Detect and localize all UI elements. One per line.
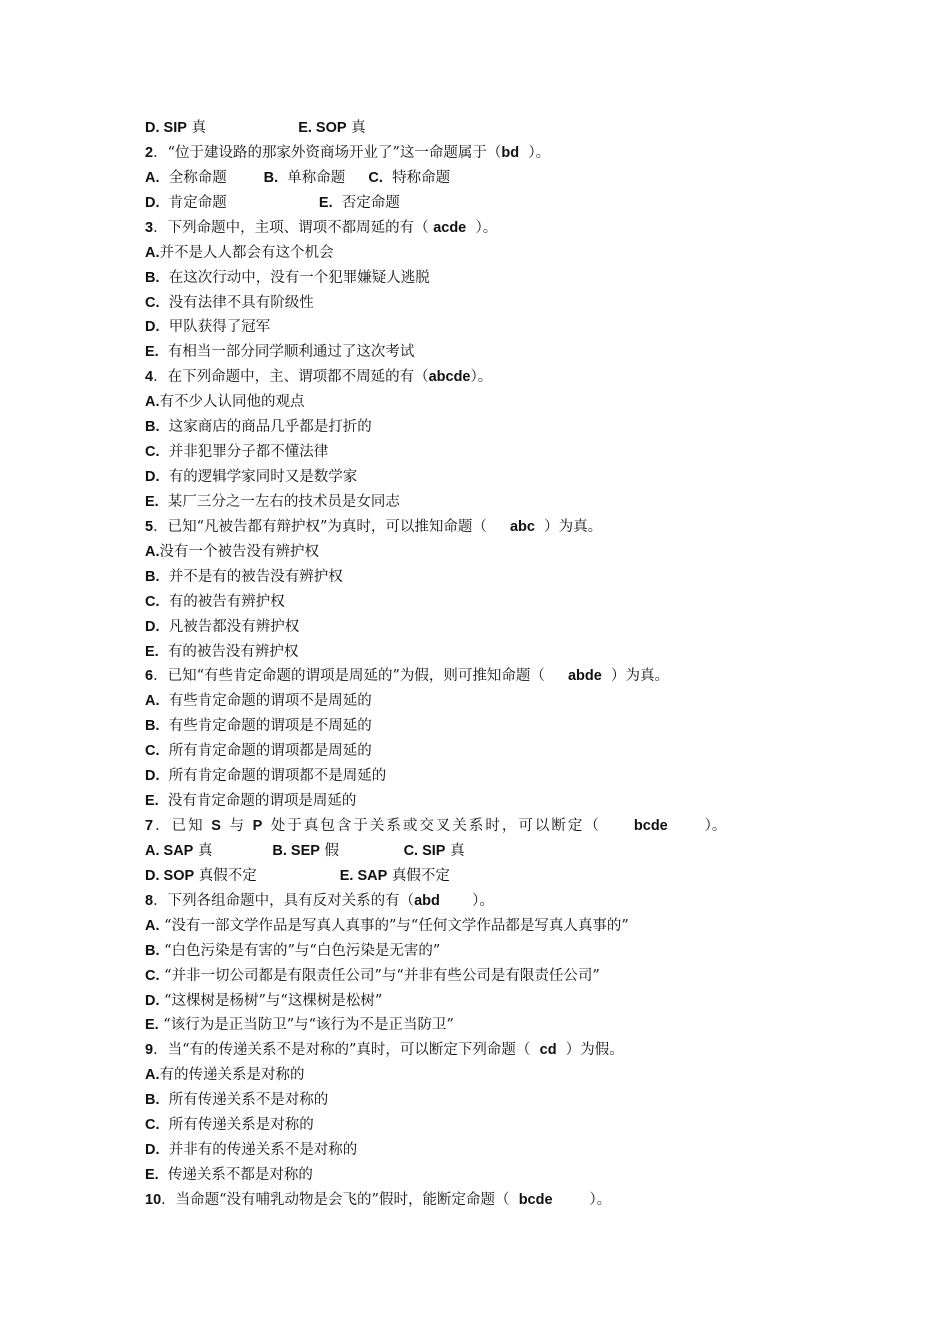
bold-text-segment: 8 <box>145 892 154 909</box>
text-segment: “白色污染是有害的”与“白色污染是无害的” <box>159 942 441 959</box>
text-segment: ．已知“凡被告都有辩护权”为真时，可以推知命题（ <box>153 518 510 535</box>
text-segment: 并不是有的被告没有辨护权 <box>159 568 343 585</box>
text-line <box>145 291 314 316</box>
text-segment: “该行为是正当防卫”与“该行为不是正当防卫” <box>158 1017 454 1034</box>
text-line <box>145 1038 624 1063</box>
text-line <box>145 365 492 390</box>
text-segment: 凡被告都没有辨护权 <box>159 618 300 635</box>
bold-text-segment: 2 <box>145 144 154 161</box>
text-line <box>145 615 299 640</box>
bold-text-segment: D. <box>145 1142 160 1159</box>
text-segment: 与 <box>222 818 253 835</box>
text-line <box>145 565 343 590</box>
text-segment: 传递关系不都是对称的 <box>158 1167 313 1184</box>
bold-text-segment: 4 <box>145 369 154 386</box>
text-line <box>145 241 334 266</box>
bold-text-segment: C. <box>368 169 383 186</box>
bold-text-segment: B. <box>145 269 160 286</box>
bold-text-segment: C. <box>145 967 160 984</box>
bold-text-segment: 5 <box>145 518 154 535</box>
text-segment: 特称命题 <box>382 169 451 186</box>
text-line <box>145 939 440 964</box>
text-line <box>145 664 669 689</box>
bold-text-segment: E. <box>318 194 333 211</box>
text-segment: ）为真。 <box>601 668 670 685</box>
text-line <box>145 1063 305 1088</box>
text-line <box>145 415 372 440</box>
text-segment: 全称命题 <box>159 169 264 186</box>
text-segment: 单称命题 <box>278 169 369 186</box>
bold-text-segment: C. <box>145 444 160 461</box>
text-segment: ．已知 <box>155 818 212 835</box>
bold-text-segment: A. <box>145 543 160 560</box>
text-segment: 某厂三分之一左右的技术员是女同志 <box>158 493 400 510</box>
bold-text-segment: abd <box>414 892 440 909</box>
bold-text-segment: A. <box>145 917 160 934</box>
bold-text-segment: S <box>211 818 223 835</box>
bold-text-segment: E. <box>145 643 159 660</box>
bold-text-segment: A. <box>145 394 160 411</box>
bold-text-segment: P <box>252 818 265 835</box>
text-segment: 所有肯定命题的谓项都是周延的 <box>159 743 372 760</box>
text-segment: 有些肯定命题的谓项不是周延的 <box>159 693 372 710</box>
text-line <box>145 216 497 241</box>
text-line <box>145 440 328 465</box>
text-segment: 在这次行动中，没有一个犯罪嫌疑人逃脱 <box>159 269 430 286</box>
text-line <box>145 1113 314 1138</box>
text-segment: ．在下列命题中，主、谓项都不周延的有（ <box>153 369 429 386</box>
text-segment: 没有法律不具有阶级性 <box>159 294 314 311</box>
bold-text-segment: B. <box>145 568 160 585</box>
bold-text-segment: D. <box>145 194 160 211</box>
text-line <box>145 914 629 939</box>
text-line <box>145 764 386 789</box>
text-line <box>145 141 550 166</box>
text-line <box>145 889 494 914</box>
bold-text-segment: bd <box>501 144 520 161</box>
text-line <box>145 864 450 889</box>
text-segment: ）为假。 <box>556 1042 624 1059</box>
bold-text-segment: E. <box>145 493 159 510</box>
text-line <box>145 640 298 665</box>
text-line <box>145 789 356 814</box>
text-segment: ）。 <box>470 369 493 386</box>
text-segment: ．下列各组命题中，具有反对关系的有（ <box>153 892 415 909</box>
bold-text-segment: D. <box>145 768 160 785</box>
bold-text-segment: D. <box>145 618 160 635</box>
text-line <box>145 590 285 615</box>
text-line <box>145 1138 357 1163</box>
text-segment: 处于真包含于关系或交叉关系时，可以断定（ <box>264 818 634 835</box>
bold-text-segment: 9 <box>145 1042 154 1059</box>
text-segment: ）。 <box>552 1191 612 1208</box>
bold-text-segment: B. <box>145 718 160 735</box>
bold-text-segment: D. <box>145 992 160 1009</box>
text-line <box>145 465 357 490</box>
text-segment: 肯定命题 <box>159 194 319 211</box>
text-line <box>145 989 382 1014</box>
bold-text-segment: E. SAP <box>339 867 388 884</box>
text-line <box>145 839 465 864</box>
bold-text-segment: E. SOP <box>298 120 347 136</box>
text-segment: 并非有的传递关系不是对称的 <box>159 1142 358 1159</box>
text-segment: 所有传递关系是对称的 <box>159 1117 314 1134</box>
text-line <box>145 964 600 989</box>
text-segment: ．下列命题中，主项、谓项不都周延的有（ <box>153 219 434 236</box>
text-segment: 假 <box>319 842 404 859</box>
text-segment: ）。 <box>519 144 551 161</box>
text-segment: 有相当一部分同学顺利通过了这次考试 <box>158 344 415 361</box>
bold-text-segment: B. <box>145 942 160 959</box>
text-line <box>145 191 400 216</box>
bold-text-segment: D. <box>145 469 160 486</box>
text-line <box>145 490 400 515</box>
bold-text-segment: C. <box>145 294 160 311</box>
text-line <box>145 814 726 839</box>
text-line <box>145 714 372 739</box>
bold-text-segment: B. <box>263 169 279 186</box>
text-line <box>145 1188 611 1213</box>
bold-text-segment: abc <box>509 518 535 535</box>
text-segment: 所有肯定命题的谓项都不是周延的 <box>159 768 387 785</box>
bold-text-segment: bcde <box>633 818 668 835</box>
bold-text-segment: C. <box>145 1117 160 1134</box>
text-segment: 有不少人认同他的观点 <box>159 394 305 411</box>
bold-text-segment: A. <box>145 244 160 261</box>
text-segment: 真假不定 <box>387 867 450 884</box>
bold-text-segment: C. SIP <box>403 842 446 859</box>
text-segment: 有的逻辑学家同时又是数学家 <box>159 469 358 486</box>
text-segment: 这家商店的商品几乎都是打折的 <box>159 419 372 436</box>
text-segment: 真 <box>193 842 273 859</box>
text-segment: ．“位于建设路的那家外资商场开业了”这一命题属于（ <box>153 144 502 161</box>
text-line <box>145 1013 454 1038</box>
text-segment: ）为真。 <box>534 518 603 535</box>
bold-text-segment: 10 <box>145 1191 162 1208</box>
text-segment: 有的传递关系是对称的 <box>159 1067 305 1084</box>
text-segment: 真假不定 <box>194 867 340 884</box>
bold-text-segment: 6 <box>145 668 154 685</box>
bold-text-segment: C. <box>145 593 160 610</box>
text-segment: ．当命题“没有哺乳动物是会飞的”假时，能断定命题（ <box>161 1191 519 1208</box>
bold-text-segment: acde <box>433 219 467 236</box>
bold-text-segment: B. <box>145 419 160 436</box>
bold-text-segment: abde <box>567 668 602 685</box>
text-segment: ）。 <box>439 892 494 909</box>
text-segment: ）。 <box>667 818 727 835</box>
text-segment: 否定命题 <box>332 194 400 211</box>
bold-text-segment: B. SEP <box>272 842 320 859</box>
text-line <box>145 390 305 415</box>
text-segment: 没有肯定命题的谓项是周延的 <box>158 793 357 810</box>
text-segment: ．已知“有些肯定命题的谓项是周延的”为假，则可推知命题（ <box>153 668 568 685</box>
bold-text-segment: D. SIP <box>145 120 187 136</box>
bold-text-segment: A. <box>145 1067 160 1084</box>
text-segment: 所有传递关系不是对称的 <box>159 1092 329 1109</box>
bold-text-segment: A. SAP <box>145 842 194 859</box>
text-segment: 甲队获得了冠军 <box>159 319 271 336</box>
text-segment: 没有一个被告没有辨护权 <box>159 543 319 560</box>
bold-text-segment: E. <box>145 344 159 361</box>
text-line <box>145 1088 328 1113</box>
bold-text-segment: A. <box>145 693 160 710</box>
bold-text-segment: C. <box>145 743 160 760</box>
text-segment: “并非一切公司都是有限责任公司”与“并非有些公司是有限责任公司” <box>159 967 600 984</box>
text-segment: 真 <box>445 842 465 859</box>
bold-text-segment: D. <box>145 319 160 336</box>
bold-text-segment: E. <box>145 1167 159 1184</box>
bold-text-segment: E. <box>145 1017 159 1034</box>
text-segment: 有的被告没有辨护权 <box>158 643 299 660</box>
bold-text-segment: 3 <box>145 219 154 236</box>
text-segment: ．当“有的传递关系不是对称的”真时，可以断定下列命题（ <box>153 1042 540 1059</box>
text-line <box>145 315 270 340</box>
bold-text-segment: abcde <box>428 369 471 386</box>
text-line <box>145 515 602 540</box>
text-line <box>145 739 372 764</box>
bold-text-segment: 7 <box>145 818 156 835</box>
bold-text-segment: D. SOP <box>145 867 195 884</box>
bold-text-segment: B. <box>145 1092 160 1109</box>
text-segment: 有些肯定命题的谓项是不周延的 <box>159 718 372 735</box>
text-line <box>145 340 414 365</box>
bold-text-segment: bcde <box>518 1191 553 1208</box>
text-segment: “没有一部文学作品是写真人真事的”与“任何文学作品都是写真人真事的” <box>159 917 629 934</box>
text-line <box>145 166 450 191</box>
text-line <box>145 689 372 714</box>
text-segment: 并不是人人都会有这个机会 <box>159 244 334 261</box>
text-line <box>145 116 366 141</box>
text-segment: 真 <box>186 120 299 136</box>
text-segment: “这棵树是杨树”与“这棵树是松树” <box>159 992 383 1009</box>
text-line <box>145 266 430 291</box>
text-segment: 并非犯罪分子都不懂法律 <box>159 444 329 461</box>
text-segment: 有的被告有辨护权 <box>159 593 285 610</box>
bold-text-segment: A. <box>145 169 160 186</box>
text-line <box>145 1163 313 1188</box>
bold-text-segment: E. <box>145 793 159 810</box>
text-segment: ）。 <box>466 219 498 236</box>
bold-text-segment: cd <box>539 1042 557 1059</box>
text-line <box>145 540 319 565</box>
text-segment: 真 <box>346 120 366 136</box>
